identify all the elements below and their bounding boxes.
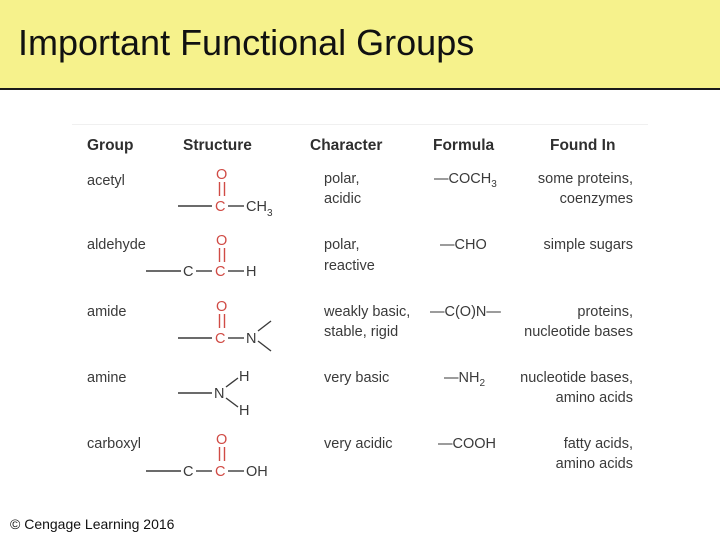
formula: $—COCH_3$ xyxy=(434,171,497,190)
header-group: Group xyxy=(87,137,134,154)
group-name: acetyl xyxy=(87,173,125,189)
found-in-line-1: proteins, xyxy=(577,304,633,320)
header-character: Character xyxy=(310,137,383,154)
character-line-2: acidic xyxy=(324,191,362,207)
character-line-1: very basic xyxy=(324,370,390,386)
carbon-atom: C xyxy=(215,331,226,347)
oxygen-atom: O xyxy=(216,299,228,315)
formula: —C(O)N— xyxy=(430,304,501,320)
found-in-line-2: coenzymes xyxy=(559,191,633,207)
character-line-1: very acidic xyxy=(324,436,393,452)
found-in-line-2: amino acids xyxy=(555,456,633,472)
carbon-atom: C xyxy=(215,199,226,215)
character-line-1: polar, xyxy=(324,237,360,253)
character-line-2: stable, rigid xyxy=(324,324,399,340)
carbon-atom: C xyxy=(183,264,194,280)
hydrogen-atom: H xyxy=(246,264,257,280)
found-in-line-2: nucleotide bases xyxy=(524,324,633,340)
found-in-line-2: amino acids xyxy=(555,390,633,406)
oxygen-atom: O xyxy=(216,432,228,448)
title-bar xyxy=(0,0,720,90)
found-in-line-1: fatty acids, xyxy=(563,436,633,452)
amine-structure xyxy=(168,365,308,423)
header-structure: Structure xyxy=(183,137,252,154)
methyl-group: $CH_3$ xyxy=(246,199,273,219)
hydrogen-atom: H xyxy=(239,369,250,385)
hydroxyl-group: OH xyxy=(246,464,268,480)
formula: —CHO xyxy=(440,237,487,253)
formula: $—NH_2$ xyxy=(444,370,486,389)
functional-groups-table xyxy=(72,124,648,489)
found-in-line-1: simple sugars xyxy=(543,237,633,253)
amide-structure xyxy=(168,297,308,355)
carboxyl-structure xyxy=(168,430,308,488)
group-name: carboxyl xyxy=(87,436,141,452)
carbonyl-carbon-atom: C xyxy=(215,464,226,480)
nitrogen-atom: N xyxy=(246,331,257,347)
slide-title: Important Functional Groups xyxy=(18,22,475,63)
hydrogen-atom: H xyxy=(239,403,250,419)
oxygen-atom: O xyxy=(216,167,228,183)
group-name: amine xyxy=(87,370,127,386)
group-name: amide xyxy=(87,304,127,320)
header-formula: Formula xyxy=(433,137,495,154)
character-line-1: polar, xyxy=(324,171,360,187)
carbonyl-carbon-atom: C xyxy=(215,264,226,280)
group-name: aldehyde xyxy=(87,237,146,253)
found-in-line-1: some proteins, xyxy=(537,171,633,187)
copyright-notice: © Cengage Learning 2016 xyxy=(10,516,175,532)
found-in-line-1: nucleotide bases, xyxy=(520,370,633,386)
acetyl-structure xyxy=(168,165,308,223)
carbon-atom: C xyxy=(183,464,194,480)
header-found-in: Found In xyxy=(550,137,616,154)
nitrogen-atom: N xyxy=(214,386,225,402)
character-line-1: weakly basic, xyxy=(324,304,411,320)
oxygen-atom: O xyxy=(216,233,228,249)
character-line-2: reactive xyxy=(324,258,375,274)
aldehyde-structure xyxy=(168,231,308,289)
formula: —COOH xyxy=(438,436,496,452)
